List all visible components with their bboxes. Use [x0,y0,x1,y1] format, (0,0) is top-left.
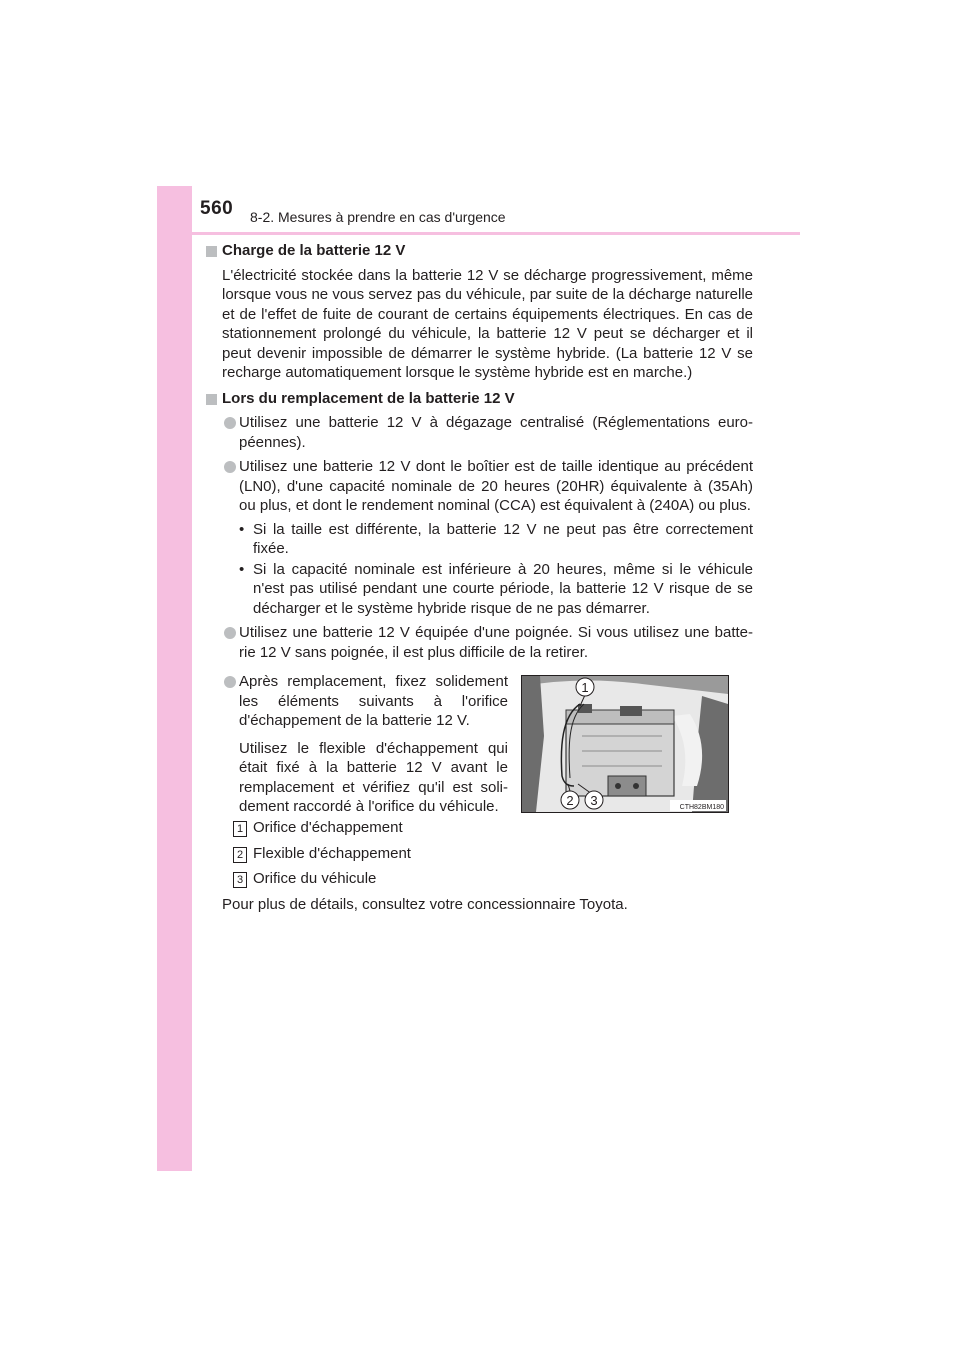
figure-label: 3 [590,793,598,808]
callout-number: 3 [233,872,247,888]
heading-charge-text: Charge de la batterie 12 V [222,242,406,259]
sub-bullet-marker: • [239,560,245,578]
closing-text: Pour plus de détails, consultez votre concessionnaire Toyota. [222,895,628,913]
heading-charge [203,241,753,261]
figure-text [203,672,508,817]
figure-row [203,672,753,815]
round-bullet-icon [224,461,236,473]
page-number: 560 [200,198,234,219]
callout-item [203,844,753,864]
page-content [203,241,753,914]
sub-bullet-item [203,520,753,559]
heading-replacement-text: Lors du remplacement de la batterie 12 V [222,389,515,407]
callout-list [203,818,753,889]
square-bullet-icon [206,246,217,257]
sub-bullet-text: Si la capacité nominale est inférieure à 20 heures, même si le véhicule n'est pas utilisé pendant une courte période, la batterie 12 V risque de se décharger et le système hybride risque de ne pas démarrer. [253,560,753,617]
callout-item [203,818,753,838]
bullet-item [203,672,508,731]
side-color-band [157,186,192,1171]
battery-drawing [522,676,728,812]
bullet-item [203,457,753,516]
paragraph-charge: L'électricité stockée dans la batterie 12 V se décharge progressivement, même lorsque vous ne vous servez pas du véhicule, par suite de la décharge naturelle et de l'effet de fuite de courant de certains équipements électriques. En cas de stationnement prolongé du véhicule, la batterie 12 V peut se décharger et il peut devenir impossible de démarrer le système hybride. (La batterie 12 V se recharge automatiquement lorsque le système hybride est en marche.) [222,266,753,381]
callout-label: Orifice du véhicule [253,870,377,887]
figure-code: CTH82BM180 [679,804,724,811]
sub-bullet-text: Si la taille est différente, la batterie 12 V ne peut pas être correctement fixée. [253,520,753,557]
header-rule [192,232,800,235]
bullet-item [203,413,753,452]
round-bullet-icon [224,627,236,639]
callout-label: Flexible d'échappement [253,844,411,862]
sub-bullet-item [203,560,753,619]
section-title: 8-2. Mesures à prendre en cas d'urgence [250,209,506,225]
bullet-text: Utilisez une batterie 12 V dont le boîtier est de taille identique au précédent (LN0), d'une capacité nominale de 20 heures (20HR) équivalente à (35Ah) ou plus, et dont le rendement nominal (CCA) est équivalent à (240A) ou plus. [239,458,753,514]
callout-label: Orifice d'échappement [253,819,403,836]
round-bullet-icon [224,417,236,429]
figure-label: 2 [566,793,574,808]
heading-replacement [203,389,753,409]
figure-label: 1 [581,680,589,695]
callout-item [203,869,753,889]
battery-illustration [521,675,729,813]
bullet-text: Utilisez une batterie 12 V équipée d'une poignée. Si vous utilisez une batte-rie 12 V sans poignée, il est plus difficile de la retirer. [239,624,753,661]
square-bullet-icon [206,394,217,405]
bullet-text: Utilisez une batterie 12 V à dégazage centralisé (Réglementations euro-péennes). [239,414,753,451]
callout-number: 2 [233,847,247,863]
callout-number: 1 [233,821,247,837]
sub-bullet-marker: • [239,520,245,538]
bullet-item [203,623,753,662]
round-bullet-icon [224,676,236,688]
bullet-text: Après remplacement, fixez solidement les éléments suivants à l'orifice d'échappement de la batterie 12 V. [239,673,508,729]
figure-paragraph: Utilisez le flexible d'échappement qui était fixé à la batterie 12 V avant le remplacement et vérifiez qu'il est soli-dement raccordé à l'orifice du véhicule. [239,739,508,815]
